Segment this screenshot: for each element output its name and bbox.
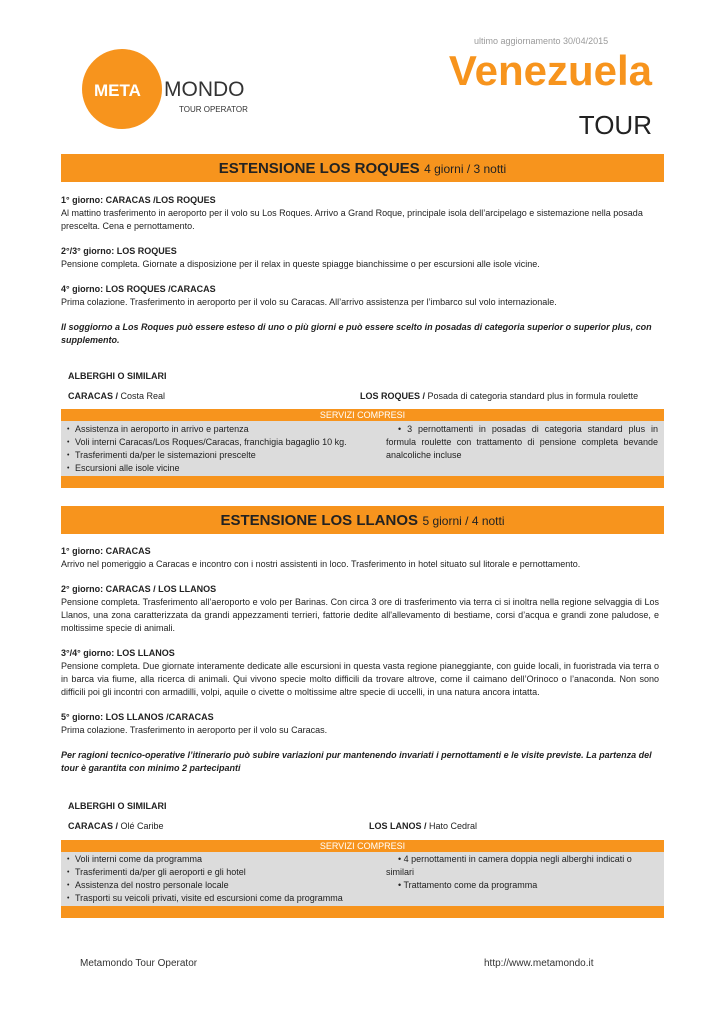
list-item: • Assistenza del nostro personale locale [67,879,377,892]
tour-title: TOUR [578,110,652,140]
day-text: Al mattino trasferimento in aeroporto per il volo su Los Roques. Arrivo a Grand Roque, principale isola dell’arcipelago e sistemazione nella posada prescelta. Cena e pernottamento. [61,208,643,231]
footer-company: Metamondo Tour Operator [80,958,198,969]
day-heading: 2° giorno: CARACAS / LOS LLANOS [61,584,217,594]
itinerary-note: Il soggiorno a Los Roques può essere esteso di uno o più giorni e può essere scelto in posadas di categoria superior o superior plus, con supplemento. [61,322,652,345]
section-bar-los-llanos [61,506,664,534]
country-title: Venezuela [448,47,652,94]
services-list-left [67,423,372,475]
day-text: Pensione completa. Giornate a disposizione per il relax in queste spiagge bianchissime o per escursioni alle isole vicine. [61,259,540,269]
itinerary-los-roques [61,194,659,347]
services-list-right: • 3 pernottamenti in posadas di categoria standard plus in formula roulette con trattamento di pensione completa bevande analcoliche incluse [386,424,658,460]
services-panel [61,421,664,476]
services-panel [61,852,664,906]
logo-meta: META [94,81,141,100]
hotel-caracas: CARACAS / Costa Real [68,391,166,401]
list-item: • Escursioni alle isole vicine [67,462,372,475]
section-duration: 5 giorni / 4 notti [422,514,505,528]
services-list-right: • 4 pernottamenti in camera doppia negli alberghi indicati o similari • Trattamento come da programma [386,854,632,890]
day-text: Arrivo nel pomeriggio a Caracas e incontro con i nostri assistenti in loco. Trasferimento in hotel situato sul litorale e pernottamento. [61,559,581,569]
list-item: 3 pernottamenti in posadas di categoria standard plus in formula roulette con trattamento di pensione completa bevande analcoliche incluse [386,424,658,460]
logo-mondo: MONDO [164,78,245,101]
day-heading: 5° giorno: LOS LLANOS /CARACAS [61,712,214,722]
logo-tagline: TOUR OPERATOR [179,105,248,114]
list-item: Trattamento come da programma [403,880,538,890]
day-text: Pensione completa. Due giornate interamente dedicate alle escursioni in questa vasta regione pianeggiante, con guide locali, in fuoristrada via terra o in barca via fiume, alla ricerca di animali. Qui vivono specie molto difficili da trovare altrove, come il caimano dell’Orinoco o l’anaconda. Non sono difficili poi gli incontri con armadilli, volpi, aquile o civette o moltissime altre specie di uccelli, in una natura ancora intatta. [61,661,659,697]
day-heading: 4° giorno: LOS ROQUES /CARACAS [61,284,216,294]
day-heading: 2°/3° giorno: LOS ROQUES [61,246,177,256]
hotel-los-llanos: LOS LANOS / Hato Cedral [369,821,478,831]
list-item: • Trasporti su veicoli privati, visite ed escursioni come da programma [67,892,377,905]
metamondo-logo [80,45,270,133]
list-item: 4 pernottamenti in camera doppia negli alberghi indicati o similari [386,854,632,877]
itinerary-note: Per ragioni tecnico-operative l’itinerario può subire variazioni pur mantenendo invariati i pernottamenti e le visite previste. La partenza del tour è garantita con minimo 2 partecipanti [61,750,652,773]
services-title: SERVIZI COMPRESI [61,840,664,852]
list-item: • Assistenza in aeroporto in arrivo e partenza [67,423,372,436]
day-heading: 1° giorno: CARACAS [61,546,151,556]
list-item: • Trasferimenti da/per le sistemazioni prescelte [67,449,372,462]
section-footer-bar [61,906,664,918]
hotels-heading: ALBERGHI O SIMILARI [68,801,167,811]
footer-website-link[interactable]: http://www.metamondo.it [484,958,594,969]
hotel-los-roques: LOS ROQUES / Posada di categoria standard plus in formula roulette [360,391,639,401]
section-title: ESTENSIONE LOS LLANOS [220,512,418,529]
list-item: • Voli interni come da programma [67,853,377,866]
section-bar-los-roques [61,154,664,182]
day-text: Prima colazione. Trasferimento in aeroporto per il volo su Caracas. [61,725,328,735]
list-item: • Voli interni Caracas/Los Roques/Caracas, franchigia bagaglio 10 kg. [67,436,372,449]
day-heading: 3°/4° giorno: LOS LLANOS [61,648,175,658]
services-list-left [67,853,377,905]
last-updated: ultimo aggiornamento 30/04/2015 [474,36,609,46]
list-item: • Trasferimenti da/per gli aeroporti e gli hotel [67,866,377,879]
day-heading: 1° giorno: CARACAS /LOS ROQUES [61,195,216,205]
day-text: Prima colazione. Trasferimento in aeroporto per il volo su Caracas. All’arrivo assistenza per l’imbarco sul volo internazionale. [61,297,557,307]
section-footer-bar [61,476,664,488]
itinerary-los-llanos [61,545,659,775]
section-duration: 4 giorni / 3 notti [424,162,507,176]
hotels-heading: ALBERGHI O SIMILARI [68,371,167,381]
hotel-caracas: CARACAS / Olé Caribe [68,821,164,831]
services-title: SERVIZI COMPRESI [61,409,664,421]
day-text: Pensione completa. Trasferimento all’aeroporto e volo per Barinas. Con circa 3 ore di trasferimento via terra ci si inoltra nella regione selvaggia di Los Llanos, una zona caratterizzata da grandi appezzamenti terrieri, fattorie dedite all'allevamento di bestiame, corsi d’acqua e grandi zone paludose, e moltissime specie di animali. [61,597,659,633]
section-title: ESTENSIONE LOS ROQUES [218,160,420,177]
